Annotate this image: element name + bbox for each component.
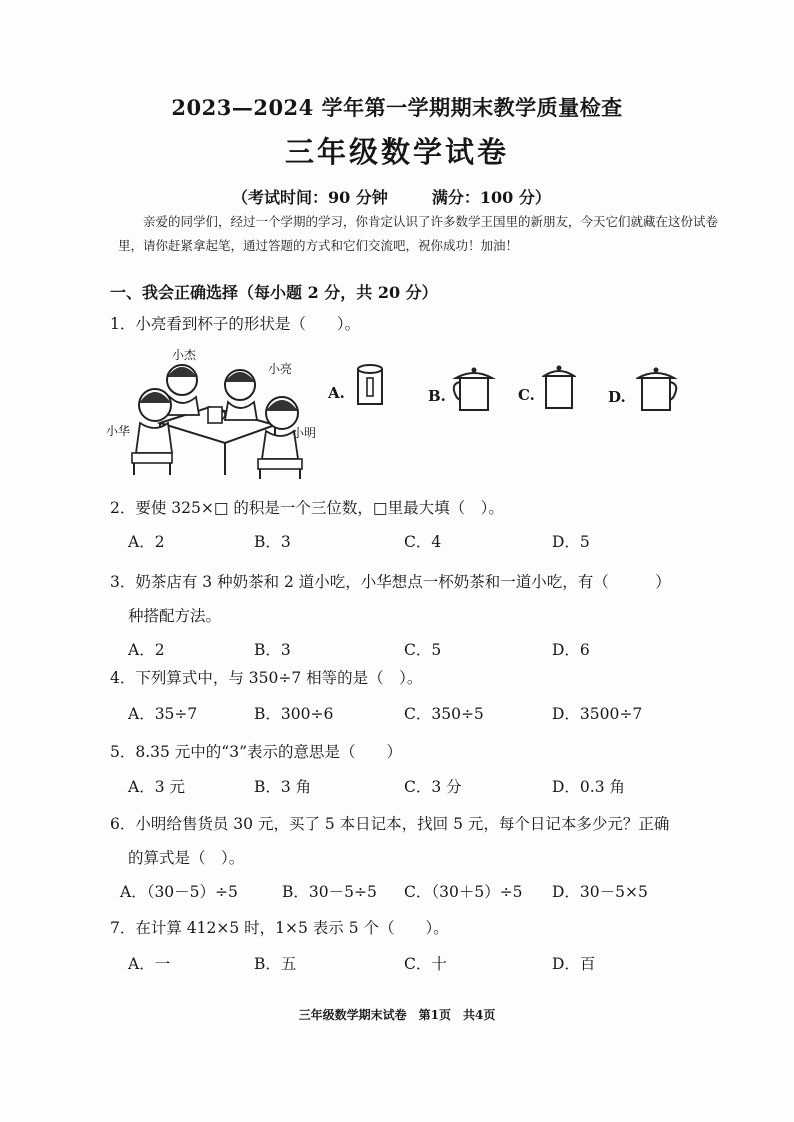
exam-header-line1: 2023—2024 学年第一学期期末教学质量检查 (171, 95, 623, 120)
q4-option-c: C．350÷5 (404, 705, 484, 723)
q7-option-b: B．五 (254, 955, 297, 973)
exam-title: 三年级数学试卷 (284, 135, 509, 169)
q3-option-c: C．5 (404, 641, 442, 659)
q1-option-d-cup (636, 366, 682, 416)
question-4-stem: 4．下列算式中，与 350÷7 相等的是（ ）。 (110, 669, 423, 687)
exam-score: 满分：100 分） (431, 188, 551, 207)
question-6-stem-cont: 的算式是（ ）。 (128, 849, 245, 867)
question-1-illustration (100, 345, 340, 480)
q2-option-b: B．3 (254, 533, 291, 551)
question-1-stem: 1．小亮看到杯子的形状是（ ）。 (110, 315, 361, 333)
question-5-stem: 5．8.35 元中的“3”表示的意思是（ ） (110, 743, 403, 761)
question-7-stem: 7．在计算 412×5 时，1×5 表示 5 个（ ）。 (110, 919, 449, 937)
q1-option-c-label: C. (518, 386, 535, 404)
question-6-stem: 6．小明给售货员 30 元，买了 5 本日记本，找回 5 元，每个日记本多少元？正确 (110, 815, 670, 833)
q7-option-c: C．十 (404, 955, 447, 973)
intro-paragraph: 亲爱的同学们，经过一个学期的学习，你肯定认识了许多数学王国里的新朋友，今天它们就藏在这份试卷里，请你赶紧拿起笔，通过答题的方式和它们交流吧，祝你成功！加油！ (118, 214, 719, 253)
cup-handle-left-icon (450, 366, 496, 412)
label-xiaoliang: 小亮 (268, 362, 293, 376)
question-3-stem-cont: 种搭配方法。 (128, 607, 222, 625)
q6-option-c: C．（30＋5）÷5 (404, 883, 523, 901)
question-3-stem: 3．奶茶店有 3 种奶茶和 2 道小吃，小华想点一杯奶茶和一道小吃，有（ ） (110, 573, 671, 591)
q5-option-d: D．0.3 角 (552, 778, 626, 796)
q1-option-b-label: B. (428, 387, 446, 405)
q3-option-a: A．2 (128, 641, 165, 659)
q6-option-d: D．30－5×5 (552, 883, 648, 901)
cup-handle-right-icon (636, 366, 682, 412)
q7-option-d: D．百 (552, 955, 596, 973)
q5-option-c: C．3 分 (404, 778, 462, 796)
q5-option-b: B．3 角 (254, 778, 312, 796)
q2-option-d: D．5 (552, 533, 590, 551)
q6-option-b: B．30－5÷5 (282, 883, 377, 901)
cup-lid-icon (542, 364, 576, 410)
page-footer: 三年级数学期末试卷 第1页 共4页 (298, 1008, 496, 1022)
q2-option-c: C．4 (404, 533, 442, 551)
q4-option-a: A．35÷7 (128, 705, 198, 723)
q1-option-c-cup (542, 364, 576, 414)
q4-option-d: D．3500÷7 (552, 705, 643, 723)
q7-option-a: A．一 (128, 955, 171, 973)
q1-option-a-cup (354, 362, 386, 410)
q1-option-b-cup (450, 366, 496, 416)
q3-option-b: B．3 (254, 641, 291, 659)
label-xiaojie: 小杰 (172, 348, 197, 362)
q5-option-a: A．3 元 (128, 778, 185, 796)
q2-option-a: A．2 (128, 533, 165, 551)
exam-time: （考试时间：90 分钟 (232, 188, 388, 207)
cup-front-icon (354, 362, 386, 406)
label-xiaohua: 小华 (106, 424, 131, 438)
q6-option-a: A．（30－5）÷5 (120, 883, 238, 901)
exam-info (232, 185, 551, 208)
label-xiaoming: 小明 (292, 426, 317, 440)
table-scene-image (100, 345, 340, 480)
q1-option-a-label: A. (328, 384, 345, 402)
q1-option-d-label: D. (608, 388, 626, 406)
section-1-heading: 一、我会正确选择（每小题 2 分，共 20 分） (110, 283, 438, 302)
q4-option-b: B．300÷6 (254, 705, 334, 723)
question-2-stem: 2．要使 325×□ 的积是一个三位数，□里最大填（ ）。 (110, 499, 504, 517)
q3-option-d: D．6 (552, 641, 590, 659)
